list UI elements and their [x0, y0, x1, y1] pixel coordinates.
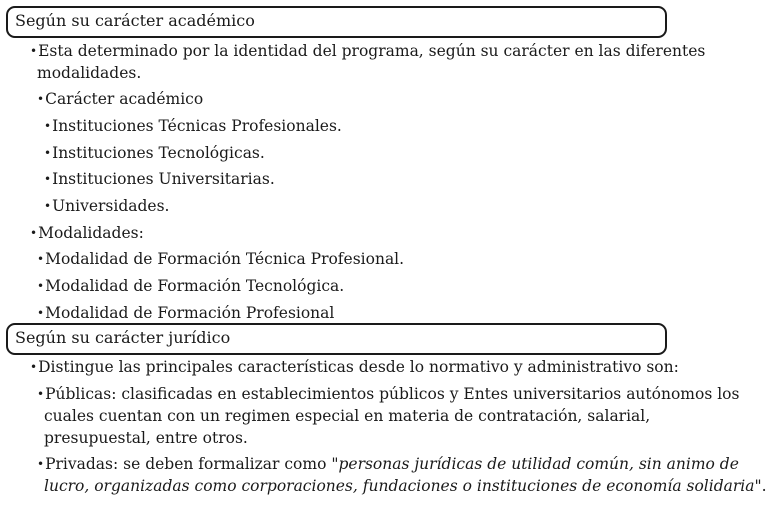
- list-item: [37, 248, 404, 270]
- list-item: [44, 115, 342, 137]
- bullet-icon: •: [37, 387, 45, 401]
- list-item-text: Modalidades:: [38, 224, 144, 242]
- bullet-icon: •: [37, 457, 45, 471]
- bullet-icon: •: [37, 92, 45, 106]
- list-item: [30, 222, 144, 244]
- bullet-icon: •: [37, 306, 45, 320]
- bullet-icon: •: [30, 360, 38, 374]
- list-item: [44, 168, 275, 190]
- list-item-continuation: [44, 427, 248, 449]
- list-item: [44, 195, 169, 217]
- list-item-text: Instituciones Técnicas Profesionales.: [52, 117, 342, 135]
- list-item-text: Públicas: clasificadas en establecimientos públicos y Entes universitarios autónomos los: [45, 385, 740, 403]
- list-item-text: presupuestal, entre otros.: [44, 429, 248, 447]
- bullet-icon: •: [44, 199, 52, 213]
- list-item: [37, 88, 203, 110]
- list-item-text: Esta determinado por la identidad del programa, según su carácter en las diferentes: [38, 42, 706, 60]
- bullet-icon: •: [44, 119, 52, 133]
- list-item-text: Universidades.: [52, 197, 170, 215]
- list-item-text: cuales cuentan con un regimen especial en materia de contratación, salarial,: [44, 407, 651, 425]
- list-item: [37, 453, 739, 475]
- bullet-icon: •: [30, 44, 38, 58]
- bullet-icon: •: [37, 252, 45, 266]
- list-item-text: ".: [754, 477, 767, 495]
- list-item-text: Carácter académico: [45, 90, 204, 108]
- list-item-text: Distingue las principales características desde lo normativo y administrativo son:: [38, 358, 679, 376]
- list-item: [37, 302, 334, 324]
- list-item: [30, 40, 705, 62]
- section-juridico-header: Según su carácter jurídico: [6, 323, 667, 355]
- list-item: [37, 275, 344, 297]
- list-item-text: Modalidad de Formación Técnica Profesional.: [45, 250, 405, 268]
- list-item-text: modalidades.: [37, 64, 142, 82]
- list-item: [37, 383, 739, 405]
- bullet-icon: •: [44, 146, 52, 160]
- list-item-continuation: [44, 405, 650, 427]
- bullet-icon: •: [30, 226, 38, 240]
- list-item: [44, 142, 265, 164]
- list-item-quote: personas jurídicas de utilidad común, sin animo de: [338, 455, 739, 473]
- list-item-quote: lucro, organizadas como corporaciones, fundaciones o instituciones de economía solidaria: [44, 477, 755, 495]
- list-item-continuation: [37, 62, 141, 84]
- bullet-icon: •: [37, 279, 45, 293]
- bullet-icon: •: [44, 172, 52, 186]
- list-item-text: Instituciones Universitarias.: [52, 170, 275, 188]
- list-item-text: Privadas: se deben formalizar como ": [45, 455, 339, 473]
- list-item-continuation: [44, 475, 767, 497]
- list-item-text: Modalidad de Formación Tecnológica.: [45, 277, 345, 295]
- list-item-text: Instituciones Tecnológicas.: [52, 144, 265, 162]
- list-item: [30, 356, 679, 378]
- list-item-text: Modalidad de Formación Profesional: [45, 304, 335, 322]
- section-academico-header: Según su carácter académico: [6, 6, 667, 38]
